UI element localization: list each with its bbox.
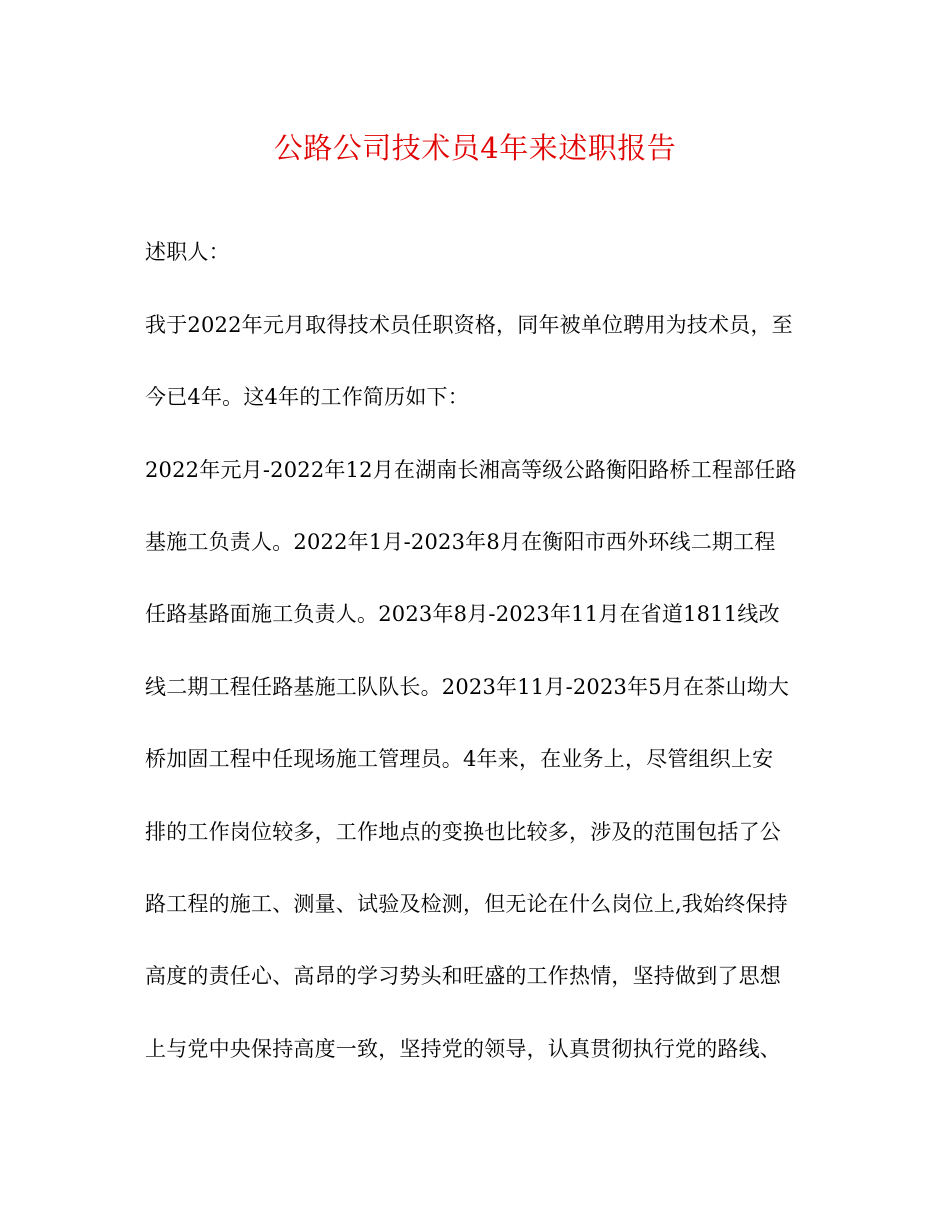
body-line-1: 我于2022年元月取得技术员任职资格，同年被单位聘用为技术员，至 (145, 313, 793, 337)
body-line-3: 2022年元月-2022年12月在湖南长湘高等级公路衡阳路桥工程部任路 (145, 458, 797, 482)
body-line-11: 上与党中央保持高度一致，坚持党的领导，认真贯彻执行党的路线、 (145, 1037, 781, 1061)
author-label: 述职人： (145, 240, 230, 264)
body-line-8: 排的工作岗位较多，工作地点的变换也比较多，涉及的范围包括了公 (145, 820, 781, 844)
body-line-2: 今已4年。这4年的工作简历如下： (145, 385, 469, 409)
body-line-5: 任路基路面施工负责人。2023年8月-2023年11月在省道1811线改 (145, 602, 780, 626)
document-title: 公路公司技术员4年来述职报告 (273, 131, 677, 165)
body-line-9: 路工程的施工、测量、试验及检测，但无论在什么岗位上,我始终保持 (145, 892, 788, 916)
body-line-7: 桥加固工程中任现场施工管理员。4年来，在业务上，尽管组织上安 (145, 747, 774, 771)
body-line-4: 基施工负责人。2022年1月-2023年8月在衡阳市西外环线二期工程 (145, 530, 776, 554)
body-line-6: 线二期工程任路基施工队队长。2023年11月-2023年5月在茶山坳大 (145, 675, 790, 699)
body-line-10: 高度的责任心、高昂的学习势头和旺盛的工作热情，坚持做到了思想 (145, 964, 781, 988)
